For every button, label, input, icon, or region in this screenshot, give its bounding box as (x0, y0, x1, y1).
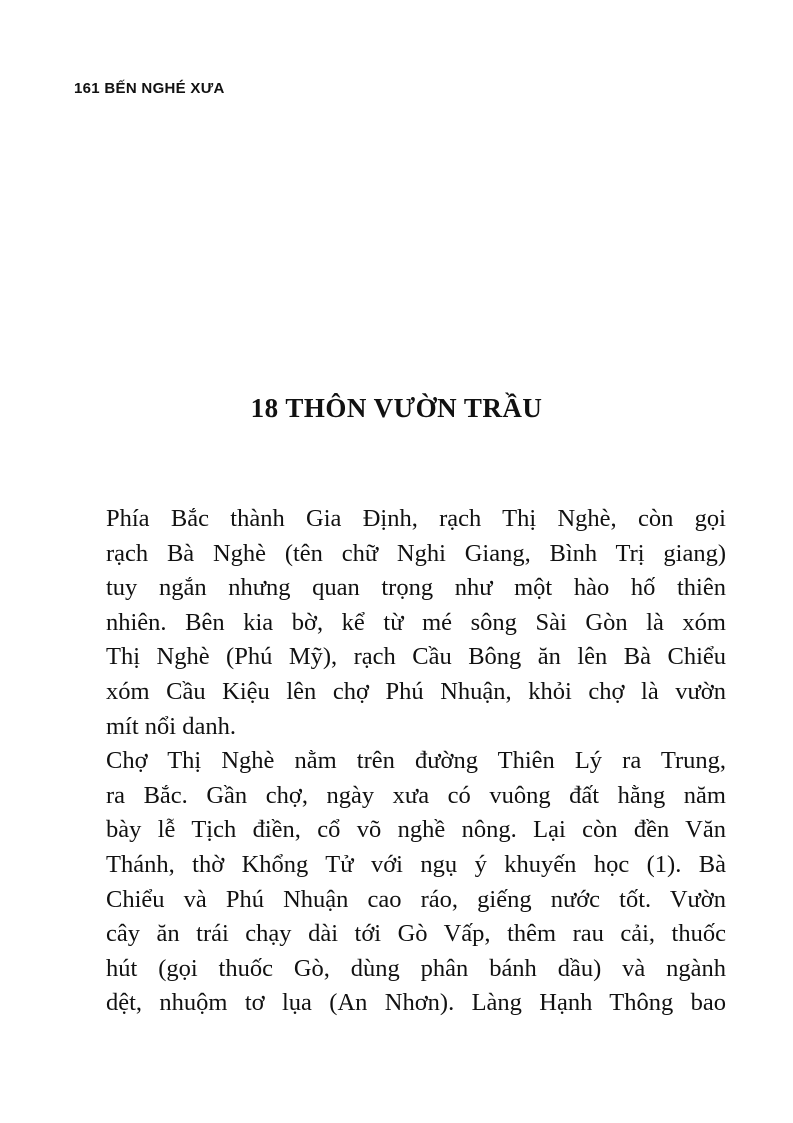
text-line: dệt, nhuộm tơ lụa (An Nhơn). Làng Hạnh Thông bao (106, 989, 726, 1017)
text-line: Chợ Thị Nghè nằm trên đường Thiên Lý ra Trung, (106, 747, 726, 775)
paragraph-2 (73, 744, 726, 1021)
text-line: tuy ngắn nhưng quan trọng như một hào hố thiên (106, 574, 726, 602)
text-line: hút (gọi thuốc Gò, dùng phân bánh dầu) và ngành (106, 954, 726, 982)
text-line: cây ăn trái chạy dài tới Gò Vấp, thêm rau cải, thuốc (106, 920, 726, 948)
text-line: ra Bắc. Gần chợ, ngày xưa có vuông đất hằng năm (106, 781, 726, 809)
text-line: mít nổi danh. (106, 712, 236, 740)
text-line: Chiểu và Phú Nhuận cao ráo, giếng nước tốt. Vườn (106, 885, 726, 913)
text-line: bày lễ Tịch điền, cổ võ nghề nông. Lại còn đền Văn (106, 816, 726, 844)
text-line: Phía Bắc thành Gia Định, rạch Thị Nghè, còn gọi (106, 505, 726, 532)
text-line: Thánh, thờ Khổng Tử với ngụ ý khuyến học (1). Bà (106, 850, 726, 878)
running-header: 161 BẾN NGHÉ XƯA (74, 80, 225, 97)
paragraph-1 (73, 502, 726, 744)
text-line: nhiên. Bên kia bờ, kể từ mé sông Sài Gòn là xóm (106, 608, 726, 636)
text-line: rạch Bà Nghè (tên chữ Nghi Giang, Bình Trị giang) (106, 539, 726, 567)
text-line: Thị Nghè (Phú Mỹ), rạch Cầu Bông ăn lên Bà Chiểu (106, 643, 726, 671)
text-line: xóm Cầu Kiệu lên chợ Phú Nhuận, khỏi chợ là vườn (106, 677, 726, 705)
body-text (73, 502, 726, 1021)
chapter-title: 18 THÔN VƯỜN TRẦU (250, 393, 543, 423)
